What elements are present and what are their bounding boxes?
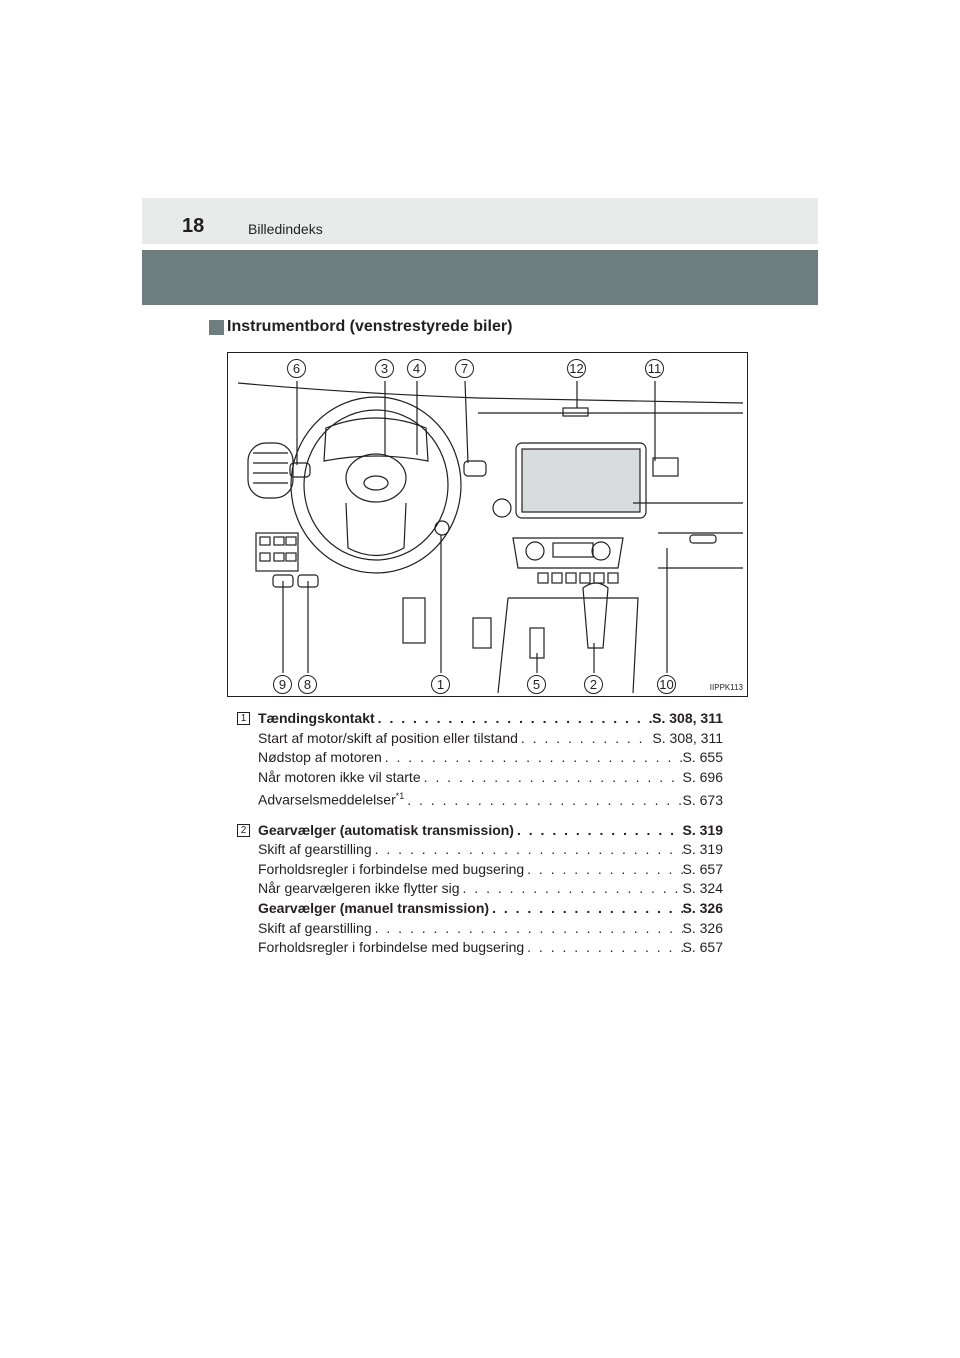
footnote-mark: *1 [395, 791, 405, 802]
dot-leader [404, 791, 682, 811]
dashboard-illustration [227, 352, 748, 697]
entry-line[interactable] [258, 860, 723, 880]
entry-line[interactable] [258, 879, 723, 899]
page-reference: S. 655 [682, 749, 723, 766]
dot-leader [382, 748, 683, 768]
dashboard-drawing [228, 353, 749, 698]
dot-leader [518, 729, 653, 749]
callout-8: 8 [298, 675, 317, 694]
entry-line[interactable] [258, 919, 723, 939]
section-square-icon [209, 320, 224, 335]
entry-line[interactable] [258, 899, 723, 919]
dot-leader [489, 899, 682, 919]
page-reference: S. 324 [682, 880, 723, 897]
page-reference: S. 326 [682, 919, 723, 936]
entry-number: 1 [237, 712, 250, 725]
callout-5: 5 [527, 675, 546, 694]
header-bar [142, 198, 818, 244]
entry-text: Advarselsmeddelelser$^{*1}$ [258, 791, 405, 809]
entry-line[interactable] [258, 787, 723, 810]
callout-1: 1 [431, 675, 450, 694]
entry-line[interactable] [258, 821, 723, 841]
callout-3: 3 [375, 359, 394, 378]
entry-text: Når gearvælgeren ikke flytter sig [258, 880, 460, 897]
dot-leader [524, 860, 682, 880]
entry-text: Gearvælger (manuel transmission) [258, 900, 490, 916]
callout-2: 2 [584, 675, 603, 694]
dot-leader [524, 938, 682, 958]
callout-11: 11 [645, 359, 664, 378]
entry-text: Forholdsregler i forbindelse med bugsering [258, 860, 525, 877]
page-reference: S. 326 [682, 900, 723, 916]
page-reference: S. 696 [682, 768, 723, 785]
entry-line[interactable] [258, 729, 723, 749]
page-reference: S. 657 [682, 860, 723, 877]
header-title: Billedindeks [248, 221, 323, 237]
entry-line[interactable] [258, 768, 723, 788]
entry-line[interactable] [258, 840, 723, 860]
entry-text: Skift af gearstilling [258, 919, 372, 936]
index-entry [237, 821, 723, 958]
page-reference: S. 319 [682, 821, 723, 838]
page-reference: S. 673 [682, 792, 723, 809]
page-number: 18 [182, 215, 205, 237]
callout-9: 9 [273, 675, 292, 694]
entry-line[interactable] [258, 938, 723, 958]
figure-code: IIPPK113 [709, 683, 743, 692]
page-reference: S. 319 [682, 841, 723, 858]
callout-12: 12 [567, 359, 586, 378]
callout-4: 4 [407, 359, 426, 378]
entry-text: Tændingskontakt [258, 710, 375, 726]
section-heading [209, 318, 512, 336]
dot-leader [514, 821, 683, 841]
entry-text: Forholdsregler i forbindelse med bugsering [258, 939, 525, 956]
dot-leader [375, 709, 652, 729]
entry-text: Gearvælger (automatisk transmission) [258, 821, 514, 838]
entry-text: Start af motor/skift af position eller tilstand [258, 729, 518, 746]
entry-line[interactable] [258, 748, 723, 768]
entry-line[interactable] [258, 709, 723, 729]
page-reference: S. 657 [682, 939, 723, 956]
entry-number: 2 [237, 824, 250, 837]
section-title: Instrumentbord (venstrestyrede biler) [227, 318, 513, 335]
callout-6: 6 [287, 359, 306, 378]
entry-text: Når motoren ikke vil starte [258, 768, 421, 785]
entry-text: Skift af gearstilling [258, 841, 372, 858]
index-entry [237, 709, 723, 811]
page-reference: S. 308, 311 [652, 729, 723, 746]
dot-leader [372, 919, 683, 939]
callout-10: 10 [657, 675, 676, 694]
dot-leader [460, 879, 683, 899]
entry-text: Nødstop af motoren [258, 749, 382, 766]
entry-list [237, 709, 723, 968]
dot-leader [421, 768, 683, 788]
callout-7: 7 [455, 359, 474, 378]
dot-leader [372, 840, 683, 860]
chapter-band [142, 250, 818, 305]
page-reference: S. 308, 311 [652, 710, 723, 726]
